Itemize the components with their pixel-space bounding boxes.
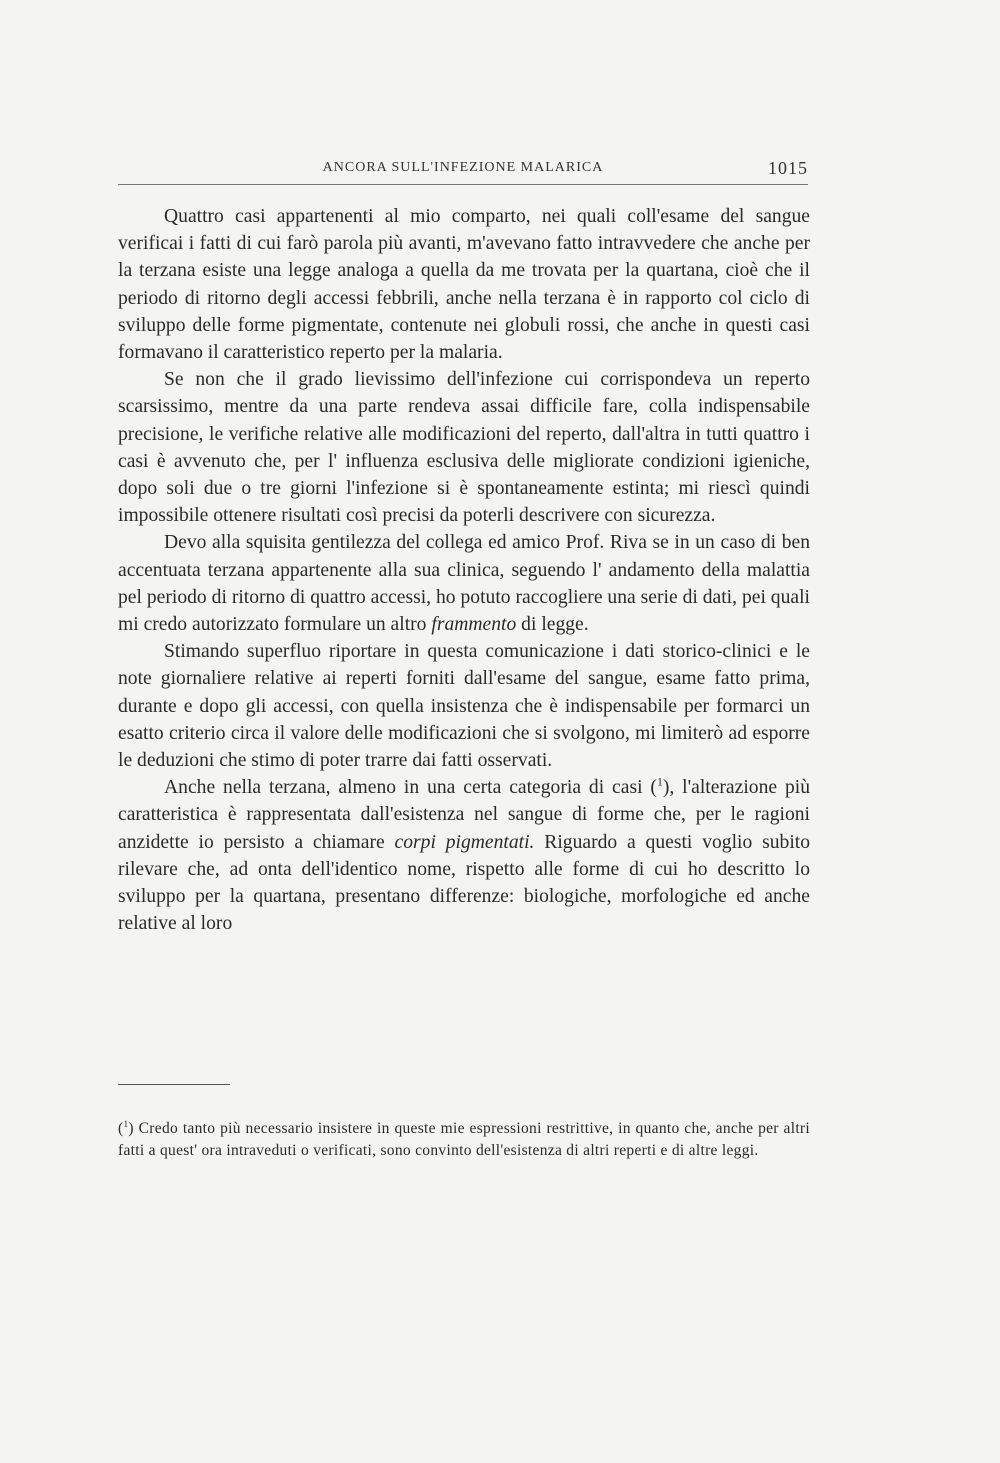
footnote-body: Credo tanto più necessario insistere in queste mie espressioni restrittive, in quanto che, anche per altri fatti a quest' ora intraveduti o verificati, sono convinto dell'esistenza di altri reperti e di altre leggi.	[118, 1120, 810, 1159]
running-title: ANCORA SULL'INFEZIONE MALARICA	[322, 160, 604, 175]
paragraph-1: Quattro casi appartenenti al mio comparto, nei quali coll'esame del sangue verificai i fatti di cui farò parola più avanti, m'avevano fatto intravvedere che anche per la terzana esiste una legge analoga a quella da me trovata per la quartana, cioè che il periodo di ritorno degli accessi febbrili, anche nella terzana è in rapporto col ciclo di sviluppo delle forme pigmentate, contenute nei globuli rossi, che anche in questi casi formavano il caratteristico reperto per la malaria.	[118, 206, 810, 364]
paragraph-5-text-a: Anche nella terzana, almeno in una certa categoria di casi (	[164, 777, 657, 799]
paragraph-3-italic: frammento	[431, 614, 517, 636]
paragraph-5-text-b: ), l'alterazione più caratteristica è rappresentata dall'esistenza nel sangue di forme che, per le ragioni anzidette io persisto a chiamare	[118, 777, 810, 853]
paragraph-5	[118, 774, 810, 937]
paragraph-3-text-b: di legge.	[516, 614, 589, 636]
footnote-reference: 1	[656, 775, 663, 789]
body-text	[118, 203, 810, 937]
page-number: 1015	[768, 158, 808, 178]
footnote-rule	[118, 1084, 230, 1085]
paragraph-5-italic: corpi pigmentati.	[394, 831, 535, 853]
footnote-marker: 1	[123, 1119, 129, 1130]
paragraph-3	[118, 529, 810, 638]
paragraph-5-text-c: Riguardo a questi voglio subito rilevare che, ad onta dell'identico nome, rispetto alle forme di cui ho descritto lo sviluppo per la quartana, presentano differenze: biologiche, morfologiche ed anche relative al loro	[118, 831, 810, 935]
running-head	[118, 156, 808, 182]
paragraph-4: Stimando superfluo riportare in questa comunicazione i dati storico-clinici e le note giornaliere relative ai reperti forniti dall'esame del sangue, esame fatto prima, durante e dopo gli accessi, con quella insistenza che è indispensabile per formarci un esatto criterio circa il valore delle modificazioni che si svolgono, mi limiterò ad esporre le deduzioni che stimo di poter trarre dai fatti osservati.	[118, 641, 810, 772]
header-rule	[118, 184, 808, 185]
footnote-text: ($^1$) Credo tanto più necessario insistere in queste mie espressioni restrittive, in quanto che, anche per altri fatti a quest' ora intraveduti o verificati, sono convinto dell'esistenza di altri reperti e di altre leggi.	[118, 1119, 810, 1159]
paragraph-2: Se non che il grado lievissimo dell'infezione cui corrispondeva un reperto scarsissimo, mentre da una parte rendeva assai difficile fare, colla indispensabile precisione, le verifiche relative alle modificazioni del reperto, dall'altra in tutti quattro i casi è avvenuto che, per l' influenza esclusiva delle migliorate condizioni igieniche, dopo soli due o tre giorni l'infezione si è spontaneamente estinta; mi riescì quindi impossibile ottenere risultati così precisi da poterli descrivere con sicurezza.	[118, 369, 810, 527]
footnote	[118, 1118, 810, 1162]
paragraph-3-text-a: Devo alla squisita gentilezza del collega ed amico Prof. Riva se in un caso di ben accentuata terzana appartenente alla sua clinica, seguendo l' andamento della malattia pel periodo di ritorno di quattro accessi, ho potuto raccogliere una serie di dati, pei quali mi credo autorizzato formulare un altro	[118, 532, 810, 636]
